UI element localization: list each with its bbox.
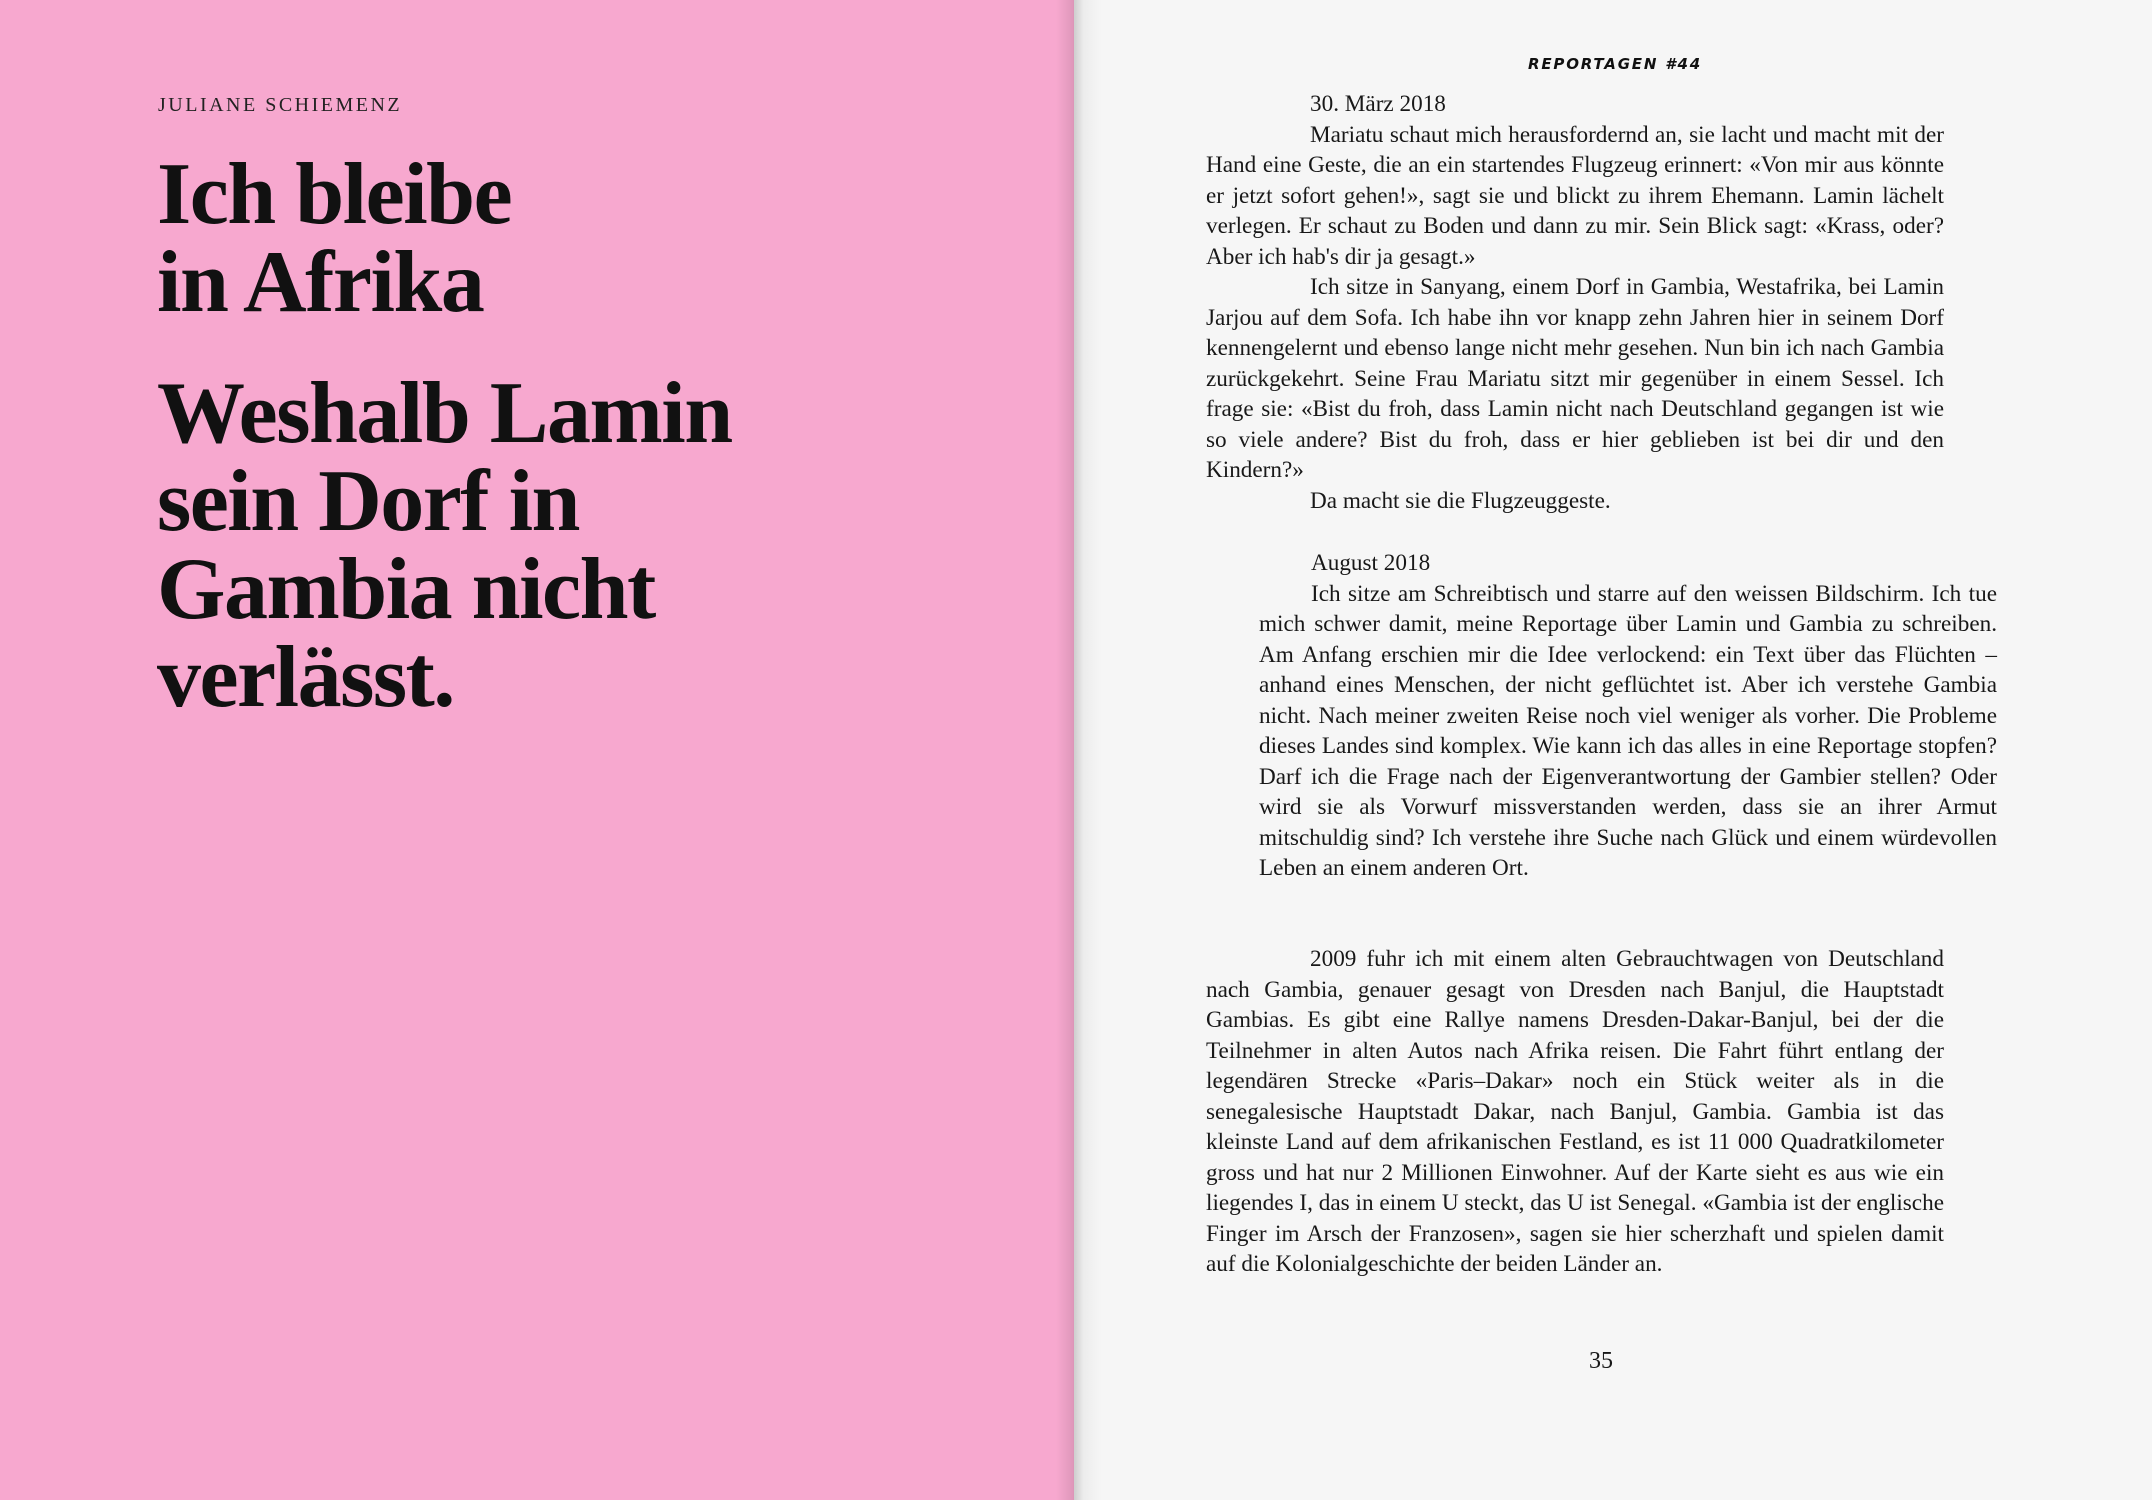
article-subtitle <box>157 365 957 726</box>
body-paragraph: Da macht sie die Flugzeuggeste. <box>1310 487 1611 514</box>
body-paragraph: Ich sitze am Schreibtisch und starre auf den weissen Bildschirm. Ich tue mich schwer damit, meine Reportage über Lamin und Gambia zu schreiben. Am Anfang erschien mir die Idee verlockend: ein Text über das Flüchten – anhand eines Menschen, der nicht geflüchtet ist. Aber ich verstehe Gambia nicht. Nach meiner zweiten Reise noch viel weniger als vorher. Die Probleme dieses Landes sind komplex. Wie kann ich das alles in eine Reportage stopfen? Darf ich die Frage nach der Eigenverantwortung der Gambier stellen? Oder wird sie als Vorwurf missverstanden werden, dass sie an ihrer Armut mitschuldig sind? Ich verstehe ihre Suche nach Glück und einem würdevollen Leben an einem anderen Ort. <box>1259 580 1997 881</box>
section-date: 30. März 2018 <box>1310 91 1446 117</box>
subtitle-line: sein Dorf in <box>157 453 579 550</box>
text-section-2 <box>1259 548 1997 884</box>
body-paragraph: Mariatu schaut mich herausfordernd an, sie lacht und macht mit der Hand eine Geste, die an ein startendes Flugzeug erinnert: «Von mir aus könnte er jetzt sofort gehen!», sagt sie und blickt zu ihrem Ehemann. Lamin lächelt verlegen. Er schaut zu Boden und dann zu mir. Sein Blick sagt: «Krass, oder? Aber ich hab's dir ja gesagt.» <box>1206 121 1944 270</box>
section-date: August 2018 <box>1311 550 1431 576</box>
subtitle-line: verlässt. <box>157 629 454 726</box>
subtitle-line: Weshalb Lamin <box>157 365 732 462</box>
body-paragraph: Ich sitze in Sanyang, einem Dorf in Gambia, Westafrika, bei Lamin Jarjou auf dem Sofa. Ich habe ihn vor knapp zehn Jahren hier in seinem Dorf kennengelernt und ebenso lange nicht mehr gesehen. Nun bin ich nach Gambia zurückgekehrt. Seine Frau Mariatu sitzt mir gegenüber in einem Sessel. Ich frage sie: «Bist du froh, dass Lamin nicht nach Deutschland gegangen ist wie so viele andere? Bist du froh, dass er hier geblieben ist bei dir und den Kindern?» <box>1206 274 1944 483</box>
text-section-1 <box>1206 89 1944 516</box>
running-head: REPORTAGEN #44 <box>1528 55 1702 73</box>
body-paragraph: 2009 fuhr ich mit einem alten Gebrauchtwagen von Deutschland nach Gambia, genauer gesagt von Dresden nach Banjul, die Hauptstadt Gambias. Es gibt eine Rallye namens Dresden-Dakar-Banjul, bei der die Teilnehmer in alten Autos nach Afrika reisen. Die Fahrt führt entlang der legendären Strecke «Paris–Dakar» noch ein Stück weiter als in die senegalesische Hauptstadt Dakar, nach Banjul, Gambia. Gambia ist das kleinste Land auf dem afrikanischen Festland, es ist 11 000 Quadratkilometer gross und hat nur 2 Millionen Einwohner. Auf der Karte sieht es aus wie ein liegendes I, das in einem U steckt, das U ist Senegal. «Gambia ist der englische Finger im Arsch der Franzosen», sagen sie hier scherzhaft und spielen damit auf die Kolonialgeschichte der beiden Länder an. <box>1206 946 1944 1277</box>
title-line: in Afrika <box>157 234 484 331</box>
author-name: JULIANE SCHIEMENZ <box>158 94 403 116</box>
text-section-3 <box>1206 944 1944 1280</box>
article-title <box>157 146 857 331</box>
left-page <box>0 0 1074 1500</box>
page-number: 35 <box>1589 1348 1613 1374</box>
subtitle-line: Gambia nicht <box>157 541 655 638</box>
title-line: Ich bleibe <box>157 146 512 243</box>
